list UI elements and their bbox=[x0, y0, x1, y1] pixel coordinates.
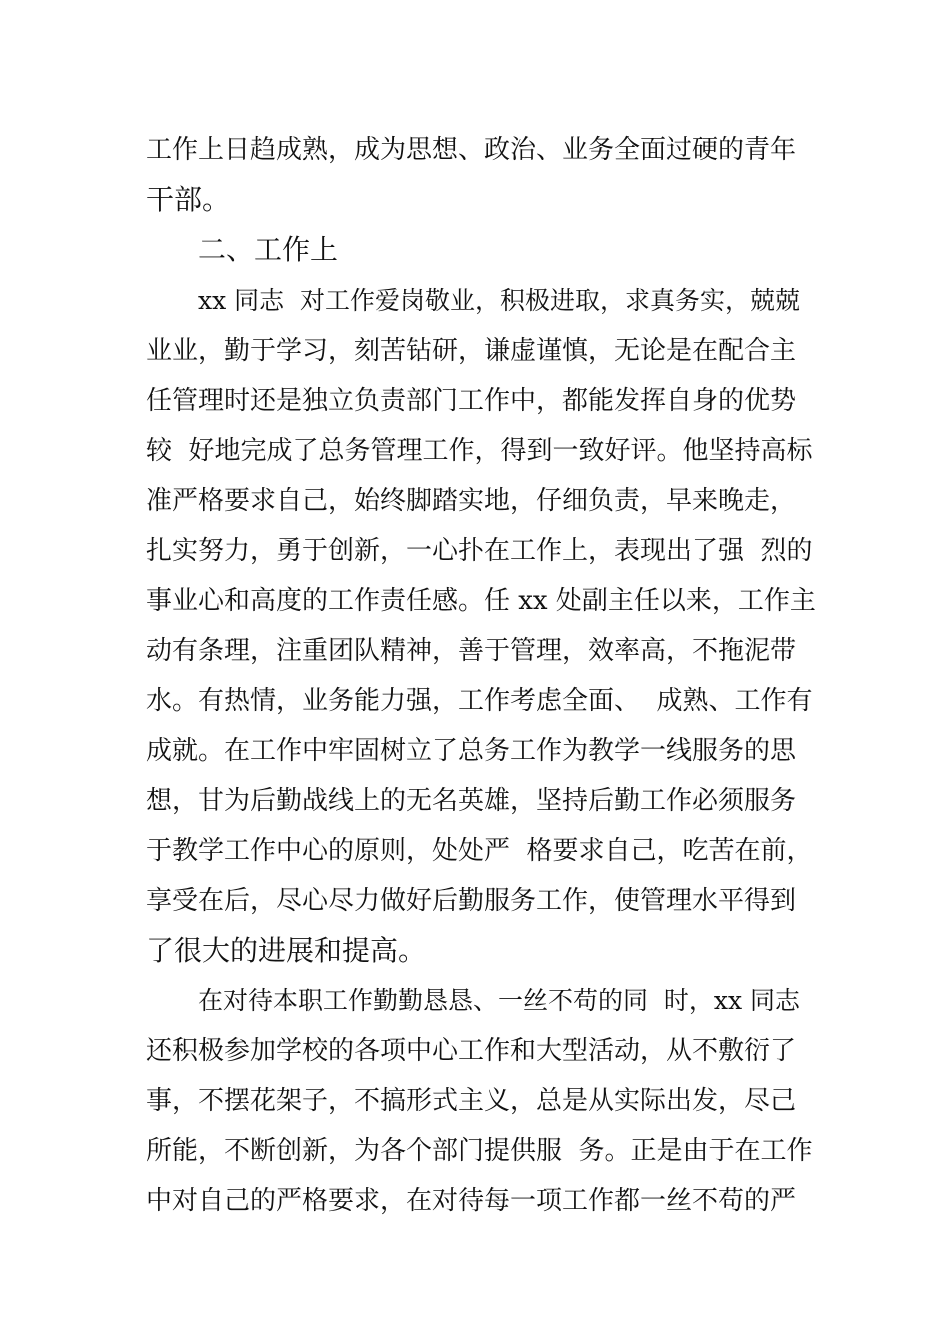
text-line: 扎实努力，勇于创新，一心扑在工作上，表现出了强 烈的 bbox=[146, 536, 813, 566]
text-line: 干部。 bbox=[146, 183, 231, 216]
text-line: 水。有热情，业务能力强，工作考虑全面、 成熟、工作有 bbox=[146, 686, 813, 716]
text-line: xx 同志 对工作爱岗敬业，积极进取，求真务实，兢兢 bbox=[198, 286, 801, 315]
text-line: 事，不摆花架子，不搞形式主义，总是从实际出发，尽己 bbox=[146, 1086, 797, 1116]
text-line: 了很大的进展和提高。 bbox=[146, 934, 427, 967]
text-line: 任管理时还是独立负责部门工作中，都能发挥自身的优势 bbox=[146, 386, 797, 416]
text-line: 想，甘为后勤战线上的无名英雄，坚持后勤工作必须服务 bbox=[146, 786, 797, 816]
text-line: 中对自己的严格要求，在对待每一项工作都一丝不苟的严 bbox=[146, 1186, 797, 1216]
text-line: 在对待本职工作勤勤恳恳、一丝不苟的同 时，xx 同志 bbox=[198, 986, 801, 1015]
text-line: 于教学工作中心的原则，处处严 格要求自己，吃苦在前， bbox=[146, 836, 813, 866]
section-heading: 二、工作上 bbox=[198, 233, 339, 266]
text-line: 成就。在工作中牢固树立了总务工作为教学一线服务的思 bbox=[146, 736, 797, 766]
text-line: 所能，不断创新，为各个部门提供服 务。正是由于在工作 bbox=[146, 1136, 813, 1166]
text-line: 工作上日趋成熟，成为思想、政治、业务全面过硬的青年 bbox=[146, 135, 797, 165]
text-line: 事业心和高度的工作责任感。任 xx 处副主任以来，工作主 bbox=[146, 586, 816, 616]
text-line: 享受在后，尽心尽力做好后勤服务工作，使管理水平得到 bbox=[146, 886, 797, 916]
text-line: 动有条理，注重团队精神，善于管理，效率高，不拖泥带 bbox=[146, 636, 797, 666]
text-line: 还积极参加学校的各项中心工作和大型活动，从不敷衍了 bbox=[146, 1036, 797, 1066]
text-line: 业业，勤于学习，刻苦钻研，谦虚谨慎，无论是在配合主 bbox=[146, 336, 797, 366]
text-line: 较 好地完成了总务管理工作，得到一致好评。他坚持高标 bbox=[146, 436, 813, 466]
text-line: 准严格要求自己，始终脚踏实地，仔细负责，早来晚走， bbox=[146, 486, 797, 516]
